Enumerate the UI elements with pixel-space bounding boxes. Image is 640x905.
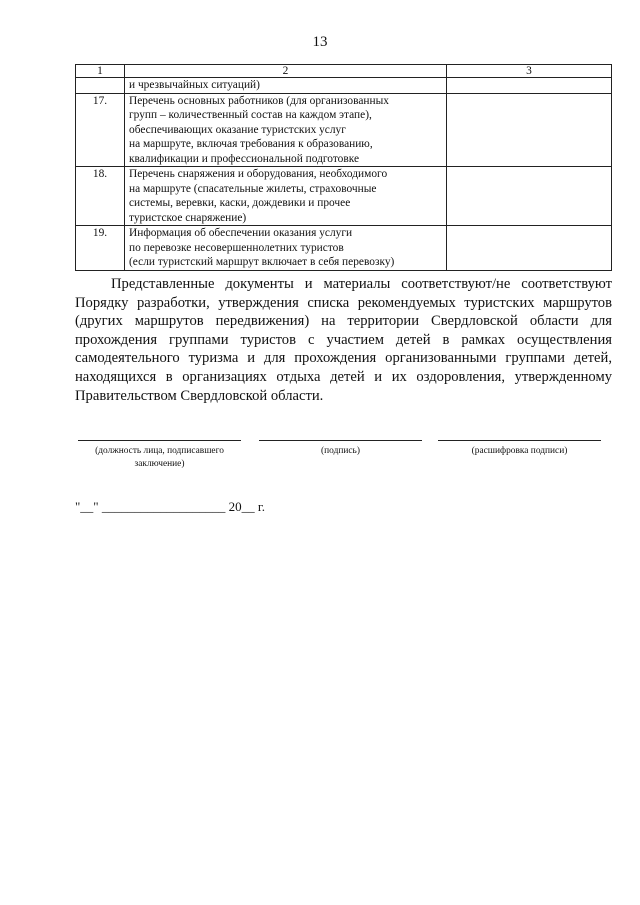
requirements-table (75, 64, 612, 271)
signature-line: (подпись) (259, 440, 422, 458)
date-line: "__" ___________________ 20__ г. (75, 499, 265, 514)
header-col-2: 2 (125, 65, 447, 78)
table-row (76, 167, 612, 226)
conclusion-paragraph (75, 275, 612, 405)
header-col-3: 3 (447, 65, 612, 78)
conclusion-text: Представленные документы и материалы соответствуют/не соответствуют Порядку разработки, утверждения списка рекомендуемых туристских маршрутов (других маршрутов передвижения) на территории Свердловской области для прохождения группами туристов с участием детей в рамках осуществления самодеятельного туризма и для прохождения организованными группами детей, находящихся в организациях отдыха детей и их оздоровления, утвержденному Правительством Свердловской области. (75, 276, 612, 404)
row-col3 (447, 93, 612, 167)
table-row-continuation (76, 78, 612, 94)
continuation-text: и чрезвычайных ситуаций) (125, 78, 447, 94)
row-col3 (447, 226, 612, 271)
row-number: 19. (76, 226, 125, 271)
position-signature-line: (должность лица, подписавшего заключение) (78, 440, 241, 470)
row-col3 (447, 167, 612, 226)
signature-decoding-line: (расшифровка подписи) (438, 440, 601, 458)
table-header-row (76, 65, 612, 78)
row-description: Информация об обеспечении оказания услуги по перевозке несовершеннолетних туристов (если туристский маршрут включает в себя перевозку) (125, 226, 447, 271)
table-row (76, 226, 612, 271)
row-description: Перечень снаряжения и оборудования, необходимого на маршруте (спасательные жилеты, страховочные системы, веревки, каски, дождевики и прочее туристское снаряжение) (125, 167, 447, 226)
page-number: 13 (312, 34, 328, 50)
row-description: Перечень основных работников (для организованных групп – количественный состав на каждом этапе), обеспечивающих оказание туристских услуг на маршруте, включая требования к образованию, квалификации и профессиональной подготовке (125, 93, 447, 167)
header-col-1: 1 (76, 65, 125, 78)
row-number: 17. (76, 93, 125, 167)
table-row (76, 93, 612, 167)
row-number: 18. (76, 167, 125, 226)
